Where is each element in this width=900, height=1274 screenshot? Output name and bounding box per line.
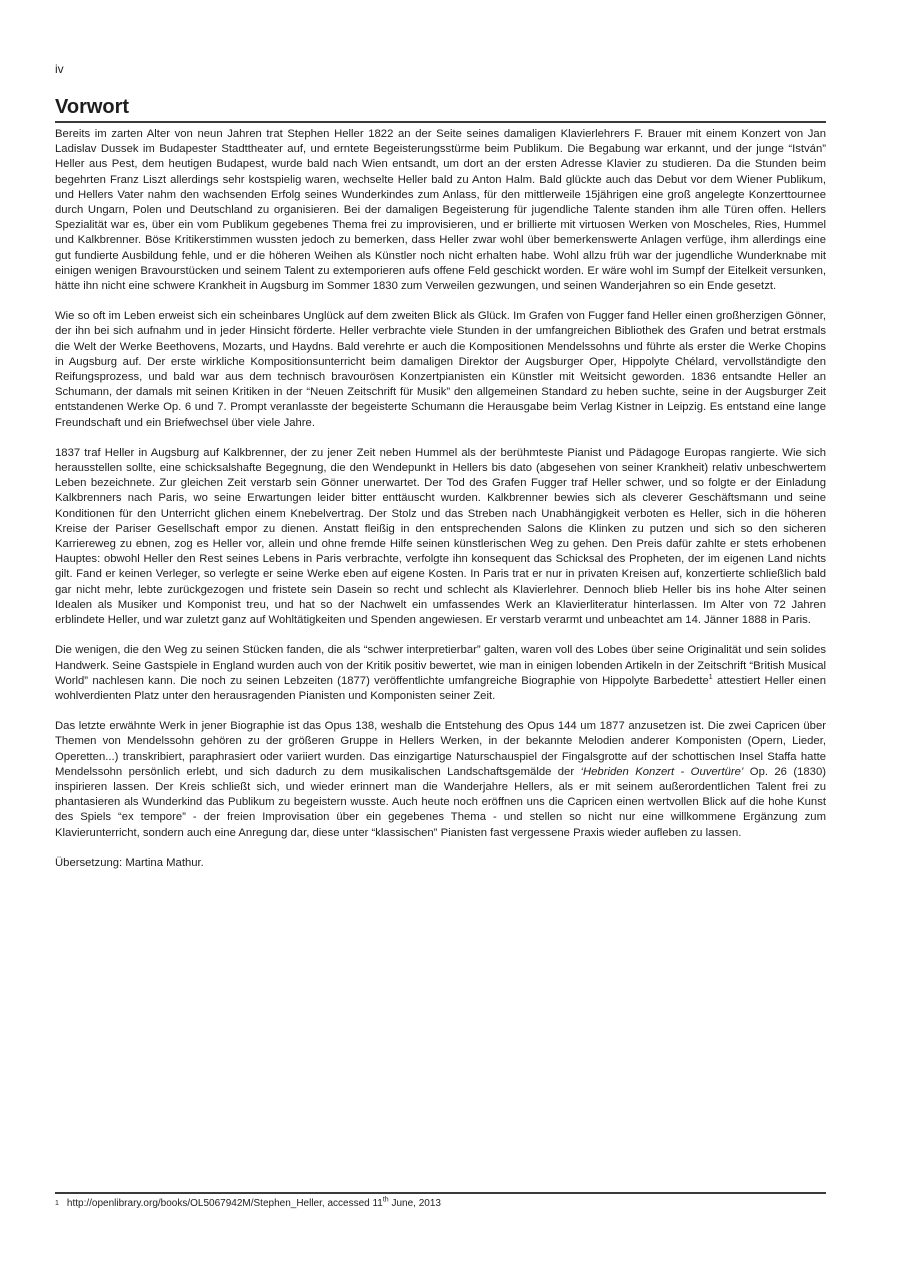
paragraph-2: Wie so oft im Leben erweist sich ein scheinbares Unglück auf dem zweiten Blick als Glück. Im Grafen von Fugger fand Heller einen großherzigen Gönner, der ihn bei sich aufnahm und in jeder Hinsicht förderte. Heller verbrachte viele Stunden in der umfangreichen Bibliothek des Grafen und betrat erstmals die Welt der Werke Beethovens, Mozarts, und Haydns. Bald verehrte er auch die Kompositionen Mendelssohns und führte als erster die Werke Chopins in Augsburg auf. Der erste wirkliche Kompositionsunterricht beim damaligen Direktor der Augsburger Oper, Hippolyte Chélard, vervollständigte den Reifungsprozess, und bald war aus dem technisch bravourösen Konzertpianisten ein Künstler mit Weitsicht geworden. 1836 entsandte Heller an Schumann, der damals mit seinen Kritiken in der “Neuen Zeitschrift für Musik” den allgemeinen Standard zu heben suchte, seine in der Augsburger Zeit entstandenen Werke Op. 6 und 7. Prompt veranlasste der begeisterte Schumann die Herausgabe beim Verlag Kistner in Leipzig. Es entstand eine lange Freundschaft und ein Briefwechsel über viele Jahre. bbox=[55, 310, 826, 429]
title-underline-divider bbox=[55, 121, 826, 123]
work-title-italic: ‘Hebriden Konzert - Ouvertüre’ bbox=[580, 765, 744, 778]
paragraph-5 bbox=[55, 719, 826, 841]
paragraph-4-text-start: Die wenigen, die den Weg zu seinen Stücken fanden, die als “schwer interpretierbar” galten, waren voll des Lobes über seine Originalität und sein solides Handwerk. Seine Gastspiele in England wurden auch von der Kritik positiv bewertet, wie man in einigen lobenden Artikeln in der Zeitschrift “British Musical World” nachlesen kann. Die noch zu seinen Lebzeiten (1877) veröffentlichte umfangreiche Biographie von Hippolyte Barbedette bbox=[55, 644, 826, 687]
paragraph-5-text-start: Das letzte erwähnte Werk in jener Biographie ist das Opus 138, weshalb die Entstehung des Opus 144 um 1877 anzusetzen ist. Die zwei Capricen über Themen von Mendelssohn gehören zu der größeren Gruppe in Hellers Werken, in der bekannte Melodien anderer Komponisten (Opern, Lieder, Operetten...) transkribiert, paraphrasiert oder variiert wurden. Das einzigartige Naturschauspiel der Fingalsgrotte auf der schottischen Insel Staffa hatte Mendelssohn persönlich erlebt, und sich dadurch zu dem musikalischen Landschaftsgemälde der bbox=[55, 720, 826, 778]
footnote-reference: 1 bbox=[708, 673, 713, 681]
footnote-date-suffix: th bbox=[382, 1196, 389, 1204]
footnote-url-text[interactable]: http://openlibrary.org/books/OL5067942M/Stephen_Heller, accessed 11 bbox=[66, 1198, 383, 1209]
paragraph-3: 1837 traf Heller in Augsburg auf Kalkbrenner, der zu jener Zeit neben Hummel als der berühmteste Pianist und Pädagoge Europas rangierte. Wie sich herausstellen sollte, eine schicksalshafte Begegnung, die den Wendepunkt in Hellers bis dato (abgesehen von seiner Krankheit) relativ unbeschwertem Leben bezeichnete. Zur gleichen Zeit verstarb sein Gönner unerwartet. Der Tod des Grafen Fugger traf Heller schwer, und so folgte er der Einladung Kalkbrenners nach Paris, wo seine Erwartungen leider bitter enttäuscht wurden. Kalkbrenner bewies sich als cleverer Geschäftsmann und seine Konditionen für den Unterricht glichen einem Knebelvertrag. Der Stolz und das Streben nach Unabhängigkeit verboten es Heller, sich in die höheren Kreise der Pariser Gesellschaft empor zu dienen. Anstatt fleißig in den entsprechenden Salons die Klinken zu putzen und sich so den sicheren Karriereweg zu ebnen, zog es Heller vor, allein und ohne fremde Hilfe seinen künstlerischen Weg zu gehen. Den Preis dafür zahlte er stets erhobenen Hauptes: obwohl Heller den Rest seines Lebens in Paris verbrachte, verfolgte ihn konsequent das Schicksal des Propheten, der im eigenen Land nichts gilt. Fand er keinen Verleger, so verlegte er seine Werke eben auf eigene Kosten. In Paris trat er nur in privaten Kreisen auf, konzertierte schließlich bald gar nicht mehr, lebte zurückgezogen und fristete sein Dasein so recht und schlecht als Klavierlehrer. Dennoch blieb Heller bis ins hohe Alter seinen Idealen als Musiker und Komponist treu, und hat so der Nachwelt ein umfassendes Werk an Klavierliteratur hinterlassen. Im Alter von 72 Jahren erblindete Heller, und war zuletzt ganz auf Wohltätigkeiten und Spenden angewiesen. Er verstarb verarmt und unbeachtet am 14. Jänner 1888 in Paris. bbox=[55, 446, 826, 627]
footnote-text-end: June, 2013 bbox=[388, 1198, 441, 1209]
paragraph-1: Bereits im zarten Alter von neun Jahren trat Stephen Heller 1822 an der Seite seines damaligen Klavierlehrers F. Brauer mit einem Konzert von Jan Ladislav Dussek im Budapester Stadttheater auf, und erntete Begeisterungsstürme beim Publikum. Die Begabung war erkannt, und der junge “István” Heller aus Pest, dem heutigen Budapest, wurde bald nach Wien entsandt, um dort an der ersten Adresse Klavier zu studieren. Da die Stunden beim begehrten Franz Liszt allerdings sehr kostspielig waren, wechselte Heller bald zu Anton Halm. Bald glückte auch das Debut vor dem Wiener Publikum, und Hellers Vater nahm den wachsenden Erfolg seines Wunderkindes zum Anlass, für den mittlerweile 15jährigen eine groß angelegte Konzerttournee durch Ungarn, Polen und Deutschland zu organisieren. Bei der damaligen Begeisterung für jugendliche Talente standen ihm alle Türen offen. Hellers Spezialität war es, über ein vom Publikum gegebenes Thema frei zu improvisieren, und er brillierte mit virtuosen Werken von Moscheles, Ries, Hummel und Kalkbrenner. Böse Kritikerstimmen wussten jedoch zu bemerken, dass Heller zwar wohl über bemerkenswerte Anlagen verfüge, ihm allerdings eine gut fundierte Ausbildung fehle, und er die höheren Weihen als Künstler noch nicht erhalten habe. Wohl allzu früh war der jugendliche Wunderknabe mit einigen wenigen Bravourstücken und seinem Talent zu extemporieren aufs offene Feld geschickt worden. Er wäre wohl im Sumpf der Eitelkeit versunken, hätte ihn nicht eine schwere Krankheit in Augsburg im Sommer 1830 zum Verweilen gezwungen, und seinen Wanderjahren so ein Ende gesetzt. bbox=[55, 128, 826, 293]
paragraph-4-text-end: attestiert Heller einen wohlverdienten Platz unter den herausragenden Pianisten und Komponisten seiner Zeit. bbox=[55, 674, 826, 702]
footnote bbox=[55, 1197, 826, 1210]
paragraph-4 bbox=[55, 643, 826, 704]
paragraph-5-text-end: Op. 26 (1830) inspirieren lassen. Der Kreis schließt sich, und wieder erinnert man die Wanderjahre Hellers, als er mit seinem außerordentlichen Talent frei zu phantasieren als Wunderkind das Publikum zu begeistern wusste. Auch heute noch eröffnen uns die Capricen einen wertvollen Blick auf die hohe Kunst des Spiels “ex tempore” - der freien Improvisation über ein gegebenes Thema - und stellen so nicht nur eine willkommene Ergänzung zum Klavierunterricht, sondern auch eine Anregung dar, diese unter “klassischen” Pianisten fast vergessene Praxis wieder aufleben zu lassen. bbox=[55, 765, 826, 839]
preface-body bbox=[55, 127, 826, 886]
translator-credit: Übersetzung: Martina Mathur. bbox=[55, 856, 204, 869]
footnote-divider bbox=[55, 1192, 826, 1194]
footnote-mark: 1 bbox=[55, 1200, 59, 1207]
page-title: Vorwort bbox=[55, 96, 130, 118]
page-number: iv bbox=[55, 62, 64, 76]
